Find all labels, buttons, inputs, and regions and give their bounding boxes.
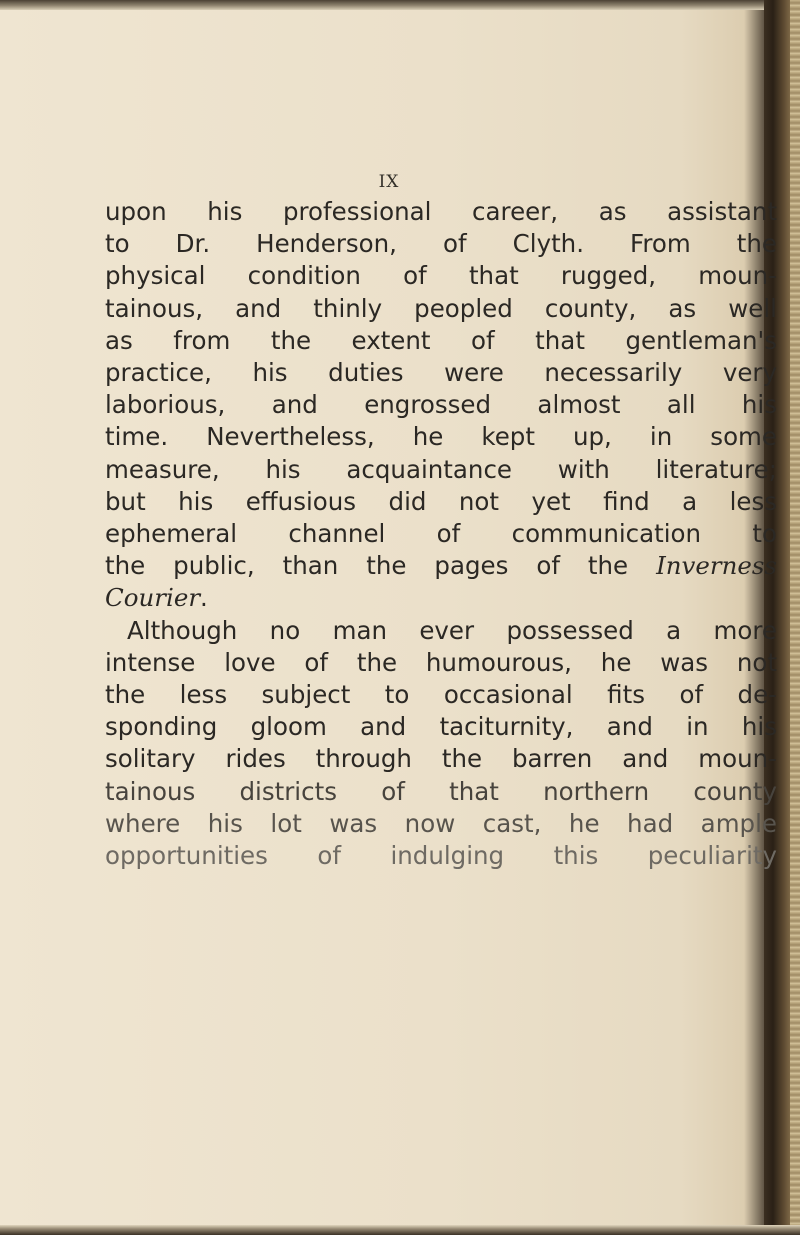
paragraph-1 [105, 196, 777, 615]
page-top-edge [0, 0, 800, 10]
text-line: but his effusious did not yet find a less [105, 486, 777, 516]
text-line: upon his professional career, as assistant [105, 197, 777, 226]
title-suffix: . [200, 583, 208, 613]
text-line: as from the extent of that gentleman's [105, 325, 777, 355]
text-line: measure, his acquaintance with literature; [105, 454, 777, 484]
text-line: sponding gloom and taciturnity, and in his [105, 712, 777, 742]
text-line: ephemeral channel of communication to [105, 519, 777, 549]
text-line: solitary rides through the barren and moun- [105, 744, 777, 774]
text-line: physical condition of that rugged, moun- [105, 261, 777, 291]
text-line: practice, his duties were necessarily very [105, 358, 777, 388]
text-line: Although no man ever possessed a more [127, 615, 777, 645]
text-line: tainous, and thinly peopled county, as well [105, 293, 777, 323]
text-line: tainous districts of that northern county [105, 776, 777, 806]
body-text [105, 196, 777, 872]
text-line: time. Nevertheless, he kept up, in some [105, 422, 777, 452]
text-line: laborious, and engrossed almost all his [105, 390, 777, 420]
binding-edge [790, 0, 800, 1235]
text-line: intense love of the humourous, he was not [105, 647, 777, 677]
newspaper-title-part-1: Inverness [656, 551, 777, 581]
text-line: the less subject to occasional fits of de- [105, 680, 777, 710]
text-line-prefix: the public, than the pages of the [105, 551, 657, 581]
newspaper-title-part-2: Courier [105, 583, 201, 613]
page-number: IX [378, 172, 400, 192]
text-line [105, 550, 777, 582]
page-bottom-edge [0, 1225, 800, 1235]
text-line: where his lot was now cast, he had ample [105, 808, 777, 838]
text-line [105, 582, 777, 614]
paragraph-2 [105, 615, 777, 873]
text-line: opportunities of indulging this peculiarity [105, 841, 777, 871]
text-line: to Dr. Henderson, of Clyth. From the [105, 229, 777, 259]
